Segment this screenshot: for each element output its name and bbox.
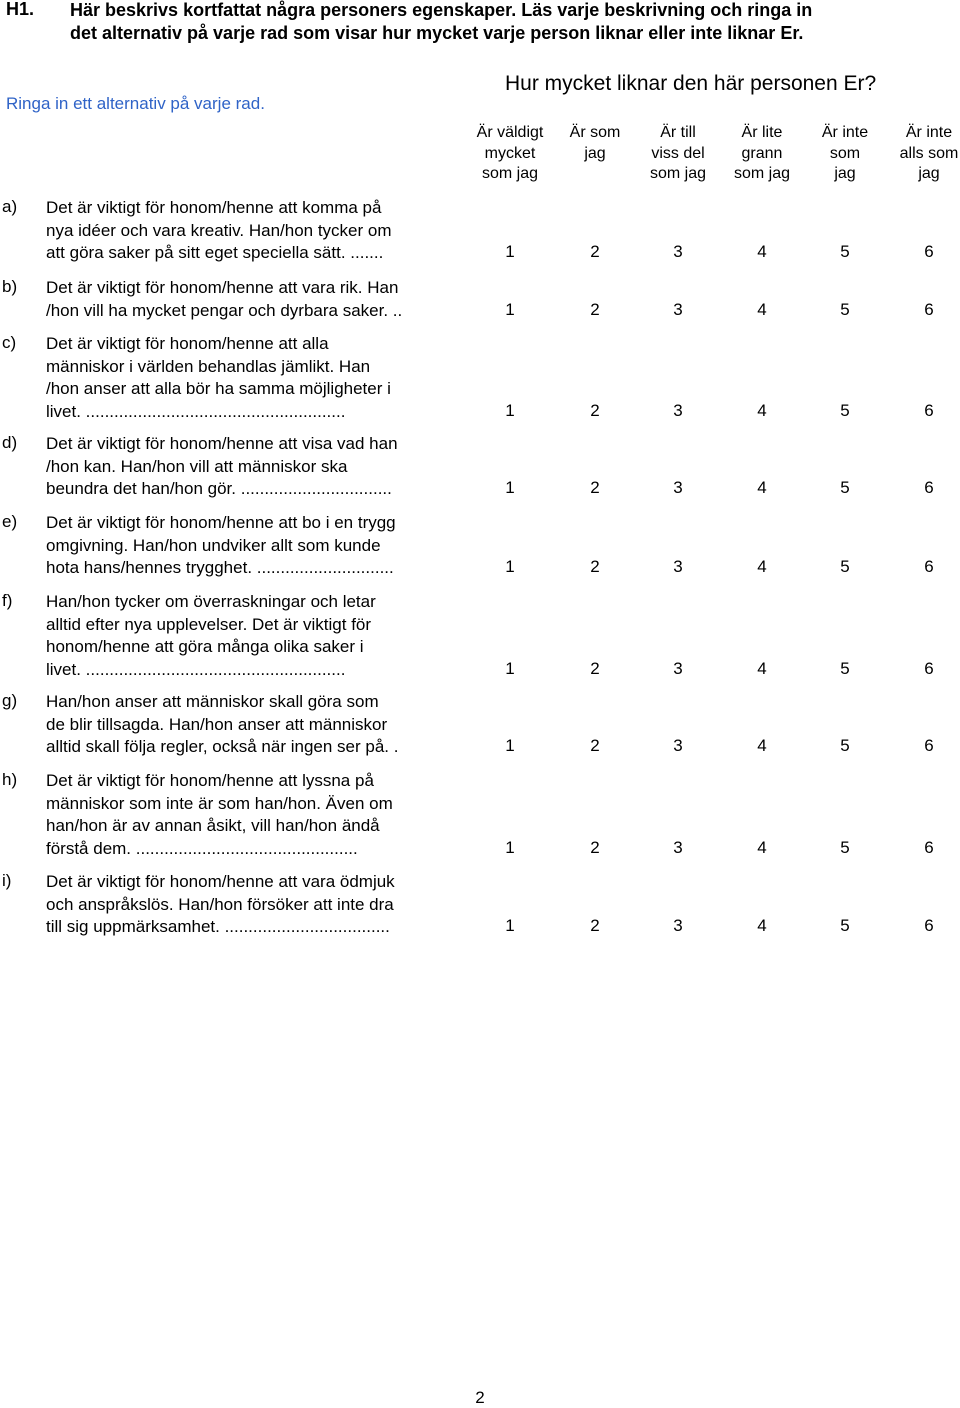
answer-option-2[interactable]: 2 — [590, 557, 600, 577]
answer-option-5[interactable]: 5 — [840, 478, 850, 498]
item-text-line: människor som inte är som han/hon. Även om — [46, 793, 393, 813]
answer-option-4[interactable]: 4 — [757, 916, 767, 936]
column-header-6-line: jag — [918, 165, 940, 182]
column-header-5-line: jag — [834, 165, 856, 182]
answer-option-2[interactable]: 2 — [590, 400, 600, 420]
column-header-3-line: viss del — [651, 144, 705, 162]
column-header-5-line: som — [829, 144, 861, 162]
item-text-line: Det är viktigt för honom/henne att visa vad han — [46, 434, 398, 453]
answer-option-4[interactable]: 4 — [757, 658, 767, 678]
column-header-1-line: mycket — [484, 144, 536, 162]
instruction-line-2: det alternativ på varje rad som visar hur mycket varje person liknar eller inte liknar Er. — [70, 23, 804, 43]
item-text-line: förstå dem. ............................................... — [46, 838, 358, 858]
column-header-1-line: som jag — [481, 165, 539, 182]
column-header-4-line: Är lite — [741, 124, 783, 141]
item-text-line: Det är viktigt för honom/henne att vara ödmjuk — [46, 872, 395, 891]
answer-option-6[interactable]: 6 — [924, 242, 934, 262]
column-header-2-line: Är som — [569, 124, 621, 141]
item-text — [46, 691, 466, 759]
answer-option-5[interactable]: 5 — [840, 299, 850, 319]
answer-option-3[interactable]: 3 — [673, 916, 683, 936]
item-text-line: alltid skall följa regler, också när ingen ser på. . — [46, 737, 399, 757]
answer-option-2[interactable]: 2 — [590, 299, 600, 319]
answer-option-6[interactable]: 6 — [924, 837, 934, 857]
answer-option-5[interactable]: 5 — [840, 837, 850, 857]
answer-option-3[interactable]: 3 — [673, 837, 683, 857]
item-text-line: /hon kan. Han/hon vill att människor ska — [46, 456, 348, 476]
item-text-line: han/hon är av annan åsikt, vill han/hon ändå — [46, 816, 380, 836]
item-text-line: att göra saker på sitt eget speciella sätt. ....... — [46, 243, 384, 263]
answer-option-6[interactable]: 6 — [924, 736, 934, 756]
item-text-line: människor i världen behandlas jämlikt. Han — [46, 356, 371, 376]
item-letter: a) — [2, 197, 18, 216]
answer-option-1[interactable]: 1 — [505, 736, 515, 756]
item-letter: c) — [2, 333, 17, 352]
answer-option-1[interactable]: 1 — [505, 478, 515, 498]
item-text-line: Han/hon tycker om överraskningar och letar — [46, 592, 376, 611]
item-text-line: /hon vill ha mycket pengar och dyrbara saker. .. — [46, 300, 403, 320]
column-header-3-line: Är till — [660, 124, 696, 141]
answer-option-1[interactable]: 1 — [505, 299, 515, 319]
item-text-line: Det är viktigt för honom/henne att bo i en trygg — [46, 513, 396, 532]
answer-option-3[interactable]: 3 — [673, 242, 683, 262]
item-letter: f) — [2, 591, 13, 610]
answer-option-5[interactable]: 5 — [840, 400, 850, 420]
answer-option-3[interactable]: 3 — [673, 299, 683, 319]
item-letter: d) — [2, 433, 18, 452]
sub-instruction: Ringa in ett alternativ på varje rad. — [6, 94, 265, 113]
item-text-line: livet. ....................................................... — [46, 401, 346, 421]
column-header-3 — [635, 123, 721, 185]
column-header-5-line: Är inte — [821, 124, 869, 141]
answer-option-3[interactable]: 3 — [673, 736, 683, 756]
answer-option-4[interactable]: 4 — [757, 242, 767, 262]
item-text-line: hota hans/hennes trygghet. ............................. — [46, 558, 394, 578]
answer-option-2[interactable]: 2 — [590, 478, 600, 498]
column-header-6 — [886, 123, 960, 185]
item-letter: b) — [2, 277, 18, 296]
item-text-line: beundra det han/hon gör. ................................ — [46, 479, 392, 499]
scale-title: Hur mycket liknar den här personen Er? — [505, 72, 877, 95]
column-header-5 — [802, 123, 888, 185]
column-header-6-line: Är inte — [905, 124, 953, 141]
answer-option-4[interactable]: 4 — [757, 557, 767, 577]
answer-option-2[interactable]: 2 — [590, 916, 600, 936]
item-text — [46, 512, 466, 580]
answer-option-6[interactable]: 6 — [924, 557, 934, 577]
question-number: H1. — [6, 0, 35, 19]
answer-option-1[interactable]: 1 — [505, 837, 515, 857]
answer-option-2[interactable]: 2 — [590, 658, 600, 678]
column-header-4 — [719, 123, 805, 185]
item-text — [46, 433, 466, 501]
item-text-line: alltid efter nya upplevelser. Det är viktigt för — [46, 614, 372, 634]
answer-option-4[interactable]: 4 — [757, 736, 767, 756]
item-text — [46, 333, 466, 423]
answer-option-5[interactable]: 5 — [840, 736, 850, 756]
instruction-line-1: Här beskrivs kortfattat några personers egenskaper. Läs varje beskrivning och ringa in — [70, 0, 813, 20]
item-letter: h) — [2, 770, 18, 789]
answer-option-4[interactable]: 4 — [757, 400, 767, 420]
column-header-6-line: alls som — [899, 144, 959, 162]
column-header-4-line: som jag — [733, 165, 791, 182]
answer-option-3[interactable]: 3 — [673, 400, 683, 420]
answer-option-3[interactable]: 3 — [673, 658, 683, 678]
item-letter: i) — [2, 871, 12, 890]
column-header-1-line: Är väldigt — [476, 124, 544, 141]
column-header-4-line: grann — [741, 144, 783, 162]
answer-option-5[interactable]: 5 — [840, 916, 850, 936]
column-header-2 — [552, 123, 638, 164]
item-text — [46, 197, 466, 265]
item-letter: g) — [2, 691, 18, 710]
column-header-3-line: som jag — [649, 165, 707, 182]
answer-option-2[interactable]: 2 — [590, 837, 600, 857]
item-text-line: och anspråkslös. Han/hon försöker att inte dra — [46, 894, 394, 914]
item-text — [46, 770, 466, 860]
item-text — [46, 277, 466, 322]
answer-option-6[interactable]: 6 — [924, 478, 934, 498]
item-letter: e) — [2, 512, 18, 531]
answer-option-5[interactable]: 5 — [840, 242, 850, 262]
answer-option-6[interactable]: 6 — [924, 299, 934, 319]
item-text-line: Det är viktigt för honom/henne att alla — [46, 334, 329, 353]
item-text-line: Det är viktigt för honom/henne att vara rik. Han — [46, 278, 399, 297]
answer-option-6[interactable]: 6 — [924, 400, 934, 420]
answer-option-1[interactable]: 1 — [505, 916, 515, 936]
question-instruction — [70, 0, 812, 45]
answer-option-1[interactable]: 1 — [505, 658, 515, 678]
answer-option-3[interactable]: 3 — [673, 557, 683, 577]
item-text-line: livet. ....................................................... — [46, 659, 346, 679]
answer-option-1[interactable]: 1 — [505, 557, 515, 577]
item-text-line: honom/henne att göra många olika saker i — [46, 637, 364, 657]
item-text-line: Det är viktigt för honom/henne att lyssna på — [46, 771, 374, 790]
item-text-line: Han/hon anser att människor skall göra som — [46, 692, 379, 711]
item-text-line: nya idéer och vara kreativ. Han/hon tycker om — [46, 220, 392, 240]
answer-option-2[interactable]: 2 — [590, 736, 600, 756]
answer-option-2[interactable]: 2 — [590, 242, 600, 262]
page-number: 2 — [475, 1388, 485, 1407]
column-header-2-line: jag — [584, 144, 606, 162]
item-text-line: till sig uppmärksamhet. ................................... — [46, 917, 390, 937]
item-text-line: Det är viktigt för honom/henne att komma på — [46, 198, 382, 217]
item-text — [46, 871, 466, 939]
answer-option-4[interactable]: 4 — [757, 837, 767, 857]
item-text — [46, 591, 466, 681]
answer-option-6[interactable]: 6 — [924, 658, 934, 678]
item-text-line: /hon anser att alla bör ha samma möjligheter i — [46, 379, 391, 399]
answer-option-3[interactable]: 3 — [673, 478, 683, 498]
item-text-line: omgivning. Han/hon undviker allt som kunde — [46, 535, 381, 555]
item-text-line: de blir tillsagda. Han/hon anser att människor — [46, 714, 388, 734]
answer-option-5[interactable]: 5 — [840, 557, 850, 577]
answer-option-4[interactable]: 4 — [757, 299, 767, 319]
answer-option-1[interactable]: 1 — [505, 242, 515, 262]
answer-option-5[interactable]: 5 — [840, 658, 850, 678]
column-header-1 — [467, 123, 553, 185]
answer-option-1[interactable]: 1 — [505, 400, 515, 420]
answer-option-6[interactable]: 6 — [924, 916, 934, 936]
answer-option-4[interactable]: 4 — [757, 478, 767, 498]
